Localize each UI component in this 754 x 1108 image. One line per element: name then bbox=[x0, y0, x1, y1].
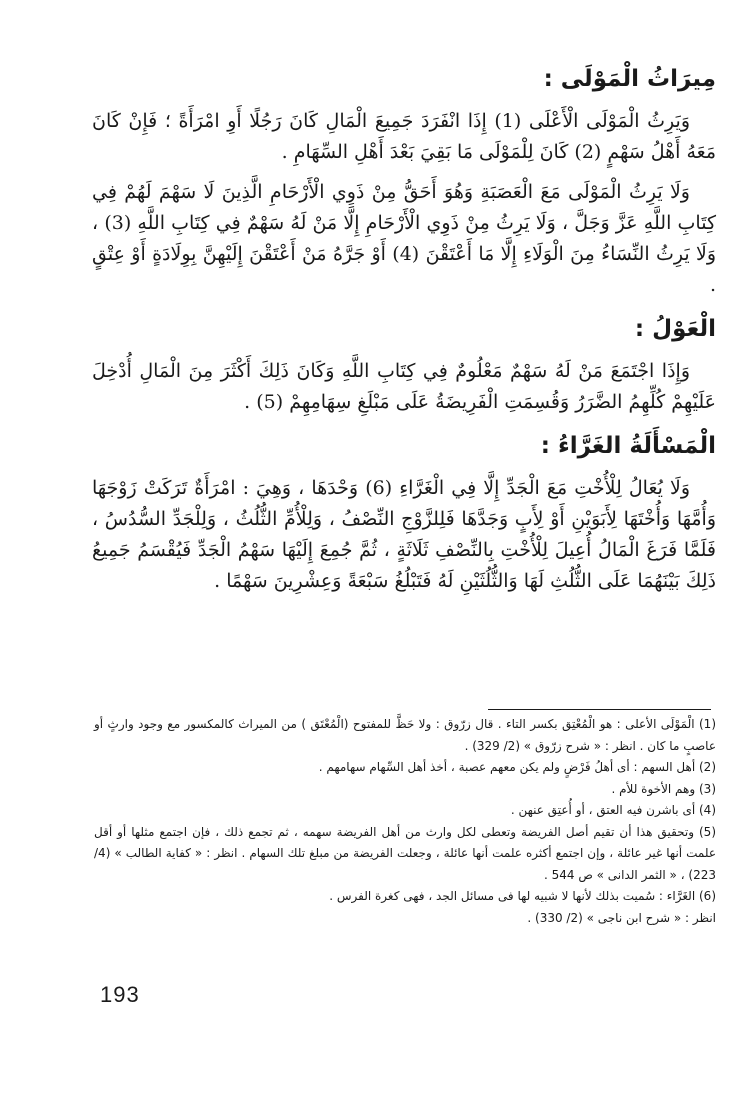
paragraph-mawla-1: وَيَرِثُ الْمَوْلَى الْأَعْلَى (1) إِذَا انْفَرَدَ جَمِيعَ الْمَالِ كَانَ رَجُلًا أَوِ امْرَأَةً ؛ فَإِنْ كَانَ مَعَهُ أَهْلُ سَهْمٍ (2) كَانَ لِلْمَوْلَى مَا بَقِيَ بَعْدَ أَهْلِ السِّهَامِ . bbox=[92, 110, 716, 163]
section-heading-awl: الْعَوْلُ : bbox=[634, 316, 716, 342]
footnote-4: (4) أى باشرن فيه العتق ، أو أُعتِق عنهن . bbox=[510, 803, 716, 817]
section-heading-mawla: مِيرَاثُ الْمَوْلَى : bbox=[543, 66, 716, 92]
footnote-5: (5) وتحقيق هذا أن تقيم أصل الفريضة وتعطى لكل وارث من أهل الفريضة سهمه ، ثم تجمع ذلك ، فإن اجتمع مثلها أو أقل علمت أنها غير عائلة ، وإن اجتمع أكثره علمت أنها عائلة ، وجعلت الفريضة من مبلغ تلك السهام . انظر : « كفاية الطالب » (4/ 223) ، « الثمر الدانى » ص 544 . bbox=[94, 824, 716, 882]
page-number: 193 bbox=[100, 982, 140, 1007]
paragraph-mawla-2: وَلَا يَرِثُ الْمَوْلَى مَعَ الْعَصَبَةِ وَهُوَ أَحَقُّ مِنْ ذَوِي الْأَرْحَامِ الَّذِينَ لَا سَهْمَ لَهُمْ فِي كِتَابِ اللَّهِ عَزَّ وَجَلَّ ، وَلَا يَرِثُ مِنْ ذَوِي الْأَرْحَامِ إِلَّا مَنْ لَهُ سَهْمٌ فِي كِتَابِ اللَّهِ (3) ، وَلَا يَرِثُ النِّسَاءُ مِنَ الْوَلَاءِ إِلَّا مَا أَعْتَقْنَ (4) أَوْ جَرَّهُ مَنْ أَعْتَقْنَ إِلَيْهِنَّ بِوِلَادَةٍ أَوْ عِتْقٍ . bbox=[92, 181, 716, 296]
section-heading-gharra: الْمَسْأَلَةُ الغَرَّاءُ : bbox=[540, 433, 716, 459]
footnotes bbox=[94, 714, 716, 929]
paragraph-awl-1: وَإِذَا اجْتَمَعَ مَنْ لَهُ سَهْمٌ مَعْلُومٌ فِي كِتَابِ اللَّهِ وَكَانَ ذَلِكَ أَكْثَرَ مِنَ الْمَالِ أُدْخِلَ عَلَيْهِمْ كُلِّهِمُ الضَّرَرُ وَقُسِمَتِ الْفَرِيضَةُ عَلَى مَبْلَغِ سِهَامِهِمْ (5) . bbox=[92, 360, 716, 413]
footnote-6-source: انظر : « شرح ابن ناجى » (2/ 330) . bbox=[527, 910, 716, 925]
footnote-3: (3) وهم الأخوة للأم . bbox=[611, 781, 716, 796]
footnote-divider bbox=[488, 709, 711, 710]
footnote-1: (1) الْمَوْلَى الأعلى : هو الْمُعْتِق بكسر التاء . قال زرّوق : ولا حَظَّ للمفتوح (الْمُعْتَق ) من الميراث كالمكسور مع وجود وارثٍ أو عاصبٍ ما كان . انظر : « شرح زرّوق » (2/ 329) . bbox=[94, 717, 716, 753]
footnote-6: (6) الغَرَّاء : سُميت بذلك لأنها لا شبيه لها فى مسائل الجد ، فهى كغرة الفرس . bbox=[329, 889, 716, 903]
footnote-2: (2) أهل السهم : أى أهلُ فَرْضٍ ولم يكن معهم عصبة ، أخذ أهل السِّهام سهامهم . bbox=[318, 760, 716, 774]
main-text bbox=[92, 56, 716, 606]
paragraph-gharra-1: وَلَا يُعَالُ لِلْأُخْتِ مَعَ الْجَدِّ إِلَّا فِي الْغَرَّاءِ (6) وَحْدَهَا ، وَهِيَ : امْرَأَةٌ تَرَكَتْ زَوْجَهَا وَأُمَّهَا وَأُخْتَهَا لِأَبَوَيْنِ أَوْ لِأَبٍ وَجَدَّهَا فَلِلزَّوْجِ النِّصْفُ ، وَلِلْأُمِّ الثُّلُثُ ، وَلِلْجَدِّ السُّدُسُ ، فَلَمَّا فَرَغَ الْمَالُ أُعِيلَ لِلْأُخْتِ بِالنِّصْفِ ثَلَاثَةٍ ، ثُمَّ جُمِعَ إِلَيْهَا سَهْمُ الْجَدِّ فَيُقْسَمُ جَمِيعُ ذَلِكَ بَيْنَهُمَا عَلَى الثُّلُثِ لَهَا وَالثُّلُثَيْنِ لَهُ فَتَبْلُغُ سَبْعَةً وَعِشْرِينَ سَهْمًا . bbox=[92, 477, 716, 592]
